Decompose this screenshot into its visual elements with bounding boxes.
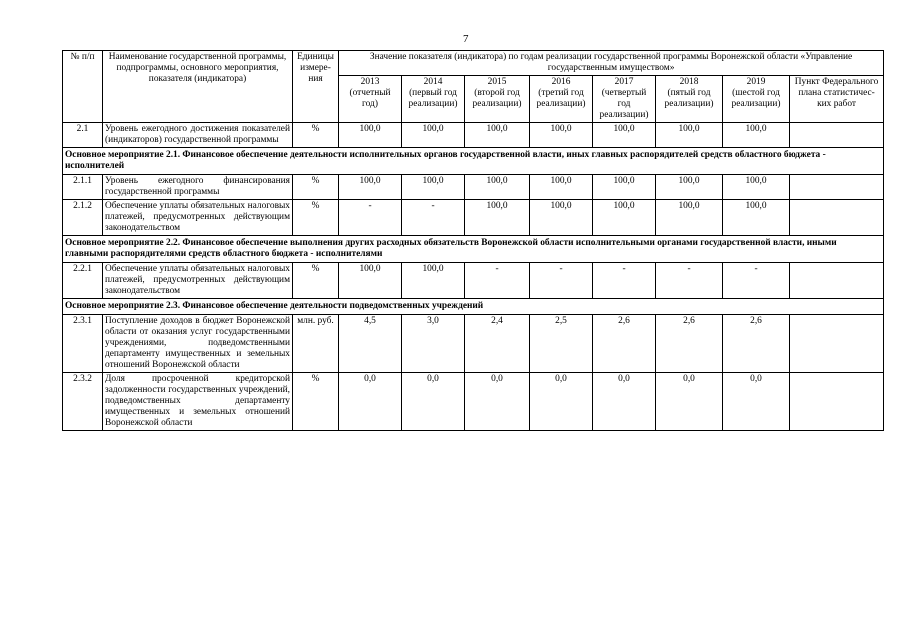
header-year-note: (шестой год реализации) (731, 88, 781, 109)
row-value: 2,6 (593, 315, 656, 373)
row-unit: % (293, 200, 339, 236)
row-value: 4,5 (339, 315, 402, 373)
section-row (63, 236, 884, 263)
row-value: 100,0 (656, 200, 723, 236)
header-year-2017 (593, 76, 656, 123)
row-value: 100,0 (465, 175, 530, 200)
section-title: Основное мероприятие 2.3. Финансовое обеспечение деятельности подведомственных учреждений (63, 299, 884, 315)
header-unit: Единицы измере-ния (293, 51, 339, 123)
header-year-note: (второй год реализации) (472, 88, 522, 109)
row-value: 100,0 (402, 263, 465, 299)
header-year-note: (пятый год реализации) (664, 88, 714, 109)
row-name: Обеспечение уплаты обязательных налоговых платежей, предусмотренных действующим законодательством (103, 263, 293, 299)
row-value: 100,0 (656, 175, 723, 200)
row-value: 0,0 (656, 373, 723, 431)
row-point (790, 200, 884, 236)
row-unit: % (293, 175, 339, 200)
table-row (63, 175, 884, 200)
row-value: 0,0 (465, 373, 530, 431)
row-value: 100,0 (339, 263, 402, 299)
section-row (63, 148, 884, 175)
row-value: 0,0 (339, 373, 402, 431)
row-value: 0,0 (723, 373, 790, 431)
row-value: 100,0 (339, 175, 402, 200)
table-row (63, 315, 884, 373)
row-number: 2.1 (63, 123, 103, 148)
row-point (790, 263, 884, 299)
header-year-label: 2018 (679, 77, 699, 87)
row-value: 0,0 (530, 373, 593, 431)
row-value: - (339, 200, 402, 236)
page-number: 7 (463, 33, 469, 45)
header-number: № п/п (63, 51, 103, 123)
row-unit: % (293, 263, 339, 299)
row-value: 100,0 (530, 200, 593, 236)
row-unit: % (293, 373, 339, 431)
row-name: Уровень ежегодного финансирования государственной программы (103, 175, 293, 200)
header-year-note: (третий год реализации) (536, 88, 586, 109)
row-value: 100,0 (723, 123, 790, 148)
header-point: Пункт Федерального плана статистичес-ких работ (790, 76, 884, 123)
row-value: 100,0 (530, 123, 593, 148)
header-row-1 (63, 51, 884, 76)
row-value: 100,0 (593, 175, 656, 200)
row-value: 2,5 (530, 315, 593, 373)
row-value: 2,6 (723, 315, 790, 373)
row-unit: % (293, 123, 339, 148)
row-name: Уровень ежегодного достижения показателей (индикаторов) государственной программы (103, 123, 293, 148)
table-row (63, 373, 884, 431)
row-number: 2.3.1 (63, 315, 103, 373)
row-value: 100,0 (530, 175, 593, 200)
row-value: 100,0 (465, 123, 530, 148)
row-number: 2.3.2 (63, 373, 103, 431)
table-header (63, 51, 884, 123)
header-year-2019 (723, 76, 790, 123)
row-name: Обеспечение уплаты обязательных налоговых платежей, предусмотренных действующим законодательством (103, 200, 293, 236)
header-year-2018 (656, 76, 723, 123)
row-number: 2.1.1 (63, 175, 103, 200)
table-row (63, 200, 884, 236)
row-value: 2,6 (656, 315, 723, 373)
row-point (790, 175, 884, 200)
row-unit: млн. руб. (293, 315, 339, 373)
section-title: Основное мероприятие 2.1. Финансовое обеспечение деятельности исполнительных органов государственной власти, иных главных распорядителей средств областного бюджета - исполнителей (63, 148, 884, 175)
header-year-note: (первый год реализации) (408, 88, 458, 109)
indicators-table (62, 50, 884, 431)
header-year-note: (четвертый год реализации) (599, 88, 649, 120)
header-year-2014 (402, 76, 465, 123)
header-year-label: 2014 (423, 77, 443, 87)
table-row (63, 123, 884, 148)
row-point (790, 123, 884, 148)
header-year-label: 2019 (746, 77, 766, 87)
row-value: 100,0 (593, 200, 656, 236)
table-body (63, 123, 884, 431)
header-year-label: 2015 (487, 77, 507, 87)
row-value: 100,0 (723, 175, 790, 200)
row-value: 100,0 (593, 123, 656, 148)
row-value: 100,0 (402, 175, 465, 200)
row-value: - (402, 200, 465, 236)
header-year-2016 (530, 76, 593, 123)
table-row (63, 263, 884, 299)
row-value: - (530, 263, 593, 299)
row-value: 100,0 (656, 123, 723, 148)
header-year-note: (отчетный год) (349, 88, 391, 109)
row-value: 100,0 (723, 200, 790, 236)
row-name: Доля просроченной кредиторской задолженности государственных учреждений, подведомственных департаменту имущественных и земельных отношений Воронежской области (103, 373, 293, 431)
row-value: 3,0 (402, 315, 465, 373)
row-value: 0,0 (402, 373, 465, 431)
section-row (63, 299, 884, 315)
row-name: Поступление доходов в бюджет Воронежской области от оказания услуг государственными учреждениями, подведомственными департаменту имущественных и земельных отношений Воронежской области (103, 315, 293, 373)
row-point (790, 373, 884, 431)
header-year-label: 2016 (551, 77, 571, 87)
row-value: 0,0 (593, 373, 656, 431)
row-value: 100,0 (402, 123, 465, 148)
row-value: 100,0 (339, 123, 402, 148)
row-value: - (656, 263, 723, 299)
header-year-2013 (339, 76, 402, 123)
header-values-title: Значение показателя (индикатора) по годам реализации государственной программы Воронежской области «Управление государственным имуществом» (339, 51, 884, 76)
header-name: Наименование государственной программы, подпрограммы, основного мероприятия, показателя (индикатора) (103, 51, 293, 123)
row-number: 2.1.2 (63, 200, 103, 236)
row-value: 100,0 (465, 200, 530, 236)
row-value: - (723, 263, 790, 299)
row-point (790, 315, 884, 373)
row-number: 2.2.1 (63, 263, 103, 299)
row-value: - (465, 263, 530, 299)
row-value: - (593, 263, 656, 299)
section-title: Основное мероприятие 2.2. Финансовое обеспечение выполнения других расходных обязательств Воронежской области исполнительными органами государственной власти, иными главными распорядителями средств областного бюджета - исполнителями (63, 236, 884, 263)
row-value: 2,4 (465, 315, 530, 373)
header-year-label: 2017 (614, 77, 634, 87)
header-year-label: 2013 (360, 77, 380, 87)
header-year-2015 (465, 76, 530, 123)
